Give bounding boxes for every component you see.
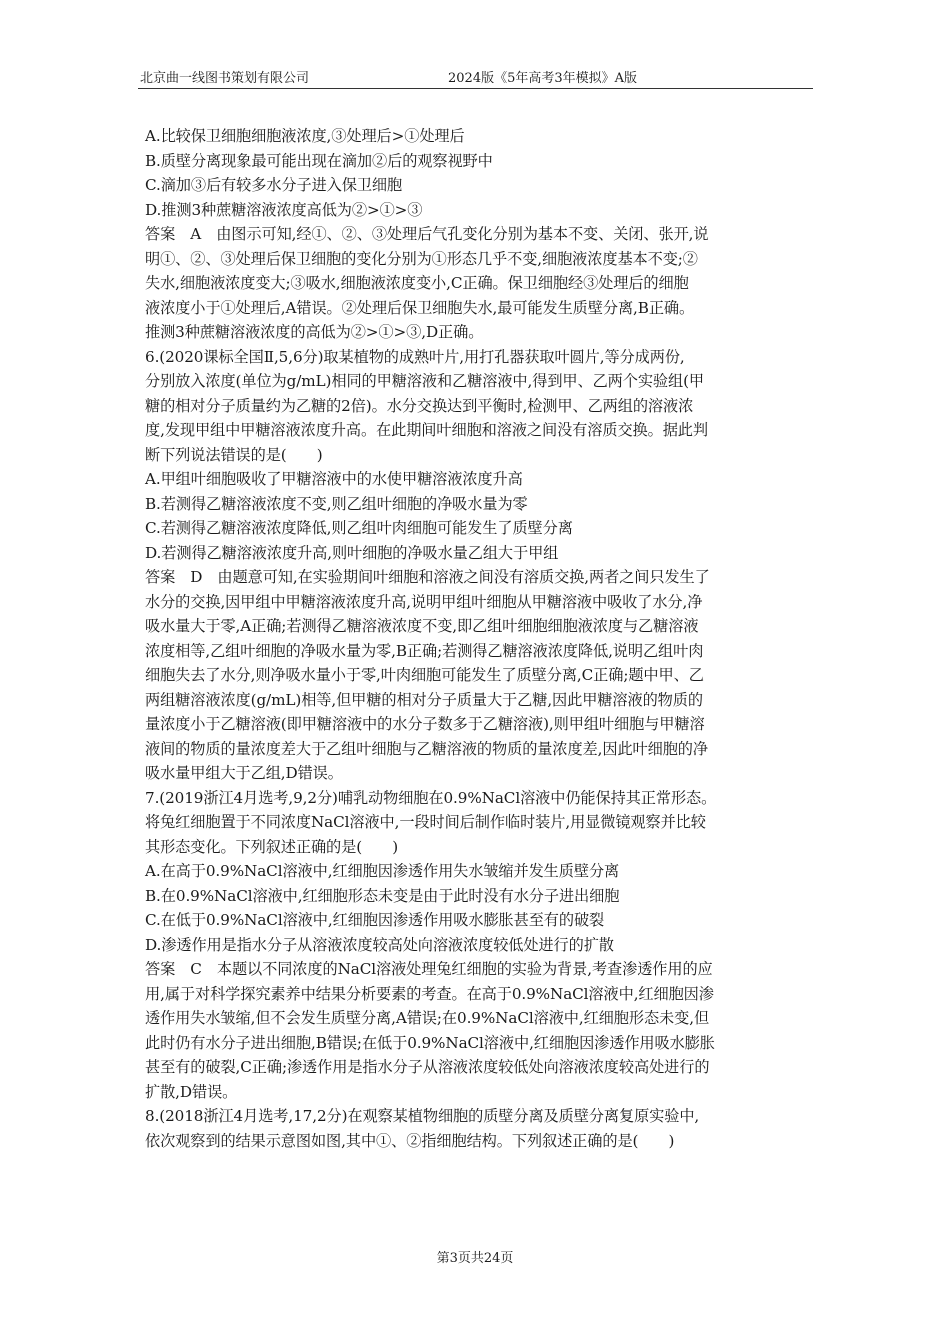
text-line: A.在高于0.9%NaCl溶液中,红细胞因渗透作用失水皱缩并发生质壁分离 (145, 862, 620, 880)
page-number: 第3页共24页 (436, 1251, 514, 1266)
page-header (138, 64, 813, 89)
text-line: 其形态变化。下列叙述正确的是( ) (145, 837, 399, 856)
text-line: 7.(2019浙江4月选考,9,2分)哺乳动物细胞在0.9%NaCl溶液中仍能保持其正常形态。 (145, 788, 717, 807)
text-line: 吸水量甲组大于乙组,D错误。 (145, 764, 343, 782)
text-line: 此时仍有水分子进出细胞,B错误;在低于0.9%NaCl溶液中,红细胞因渗透作用吸水膨胀 (145, 1033, 715, 1052)
text-line: 量浓度小于乙糖溶液(即甲糖溶液中的水分子数多于乙糖溶液),则甲组叶细胞与甲糖溶 (145, 715, 705, 733)
edition-title: 2024版《5年高考3年模拟》A版 (448, 71, 638, 86)
text-line: 透作用失水皱缩,但不会发生质壁分离,A错误;在0.9%NaCl溶液中,红细胞形态未变,但 (145, 1009, 710, 1027)
text-line: D.若测得乙糖溶液浓度升高,则叶细胞的净吸水量乙组大于甲组 (145, 543, 559, 562)
text-line: 6.(2020课标全国Ⅱ,5,6分)取某植物的成熟叶片,用打孔器获取叶圆片,等分成两份, (145, 347, 685, 366)
text-line: 水分的交换,因甲组中甲糖溶液浓度升高,说明甲组叶细胞从甲糖溶液中吸收了水分,净 (145, 592, 703, 611)
text-line: 明①、②、③处理后保卫细胞的变化分别为①形态几乎不变,细胞液浓度基本不变;② (145, 249, 698, 268)
text-line: 依次观察到的结果示意图如图,其中①、②指细胞结构。下列叙述正确的是( ) (145, 1131, 675, 1150)
publisher-name: 北京曲一线图书策划有限公司 (140, 71, 310, 86)
text-line: A.比较保卫细胞细胞液浓度,③处理后>①处理后 (145, 127, 465, 145)
text-line: 用,属于对科学探究素养中结果分析要素的考查。在高于0.9%NaCl溶液中,红细胞因渗 (145, 984, 714, 1003)
text-line: B.若测得乙糖溶液浓度不变,则乙组叶细胞的净吸水量为零 (145, 494, 528, 513)
text-line: C.滴加③后有较多水分子进入保卫细胞 (145, 176, 403, 194)
text-line: 扩散,D错误。 (145, 1082, 238, 1101)
text-line: 液浓度小于①处理后,A错误。②处理后保卫细胞失水,最可能发生质壁分离,B正确。 (145, 298, 695, 317)
text-line: 两组糖溶液浓度(g/mL)相等,但甲糖的相对分子质量大于乙糖,因此甲糖溶液的物质的 (145, 690, 703, 709)
text-line: 度,发现甲组中甲糖溶液浓度升高。在此期间叶细胞和溶液之间没有溶质交换。据此判 (145, 421, 708, 439)
page-footer (0, 1247, 950, 1266)
text-line: 将兔红细胞置于不同浓度NaCl溶液中,一段时间后制作临时装片,用显微镜观察并比较 (145, 813, 706, 831)
text-line: 答案 D 由题意可知,在实验期间叶细胞和溶液之间没有溶质交换,两者之间只发生了 (145, 568, 710, 586)
text-line: 甚至有的破裂,C正确;渗透作用是指水分子从溶液浓度较低处向溶液浓度较高处进行的 (145, 1058, 710, 1076)
text-line: 失水,细胞液浓度变大;③吸水,细胞液浓度变小,C正确。保卫细胞经③处理后的细胞 (145, 274, 689, 292)
document-body (145, 124, 813, 1153)
text-line: 分别放入浓度(单位为g/mL)相同的甲糖溶液和乙糖溶液中,得到甲、乙两个实验组(甲 (145, 372, 705, 390)
text-line: 液间的物质的量浓度差大于乙组叶细胞与乙糖溶液的物质的量浓度差,因此叶细胞的净 (145, 739, 708, 758)
text-line: D.推测3种蔗糖溶液浓度高低为②>①>③ (145, 200, 423, 219)
text-line: 推测3种蔗糖溶液浓度的高低为②>①>③,D正确。 (145, 323, 484, 341)
text-line: A.甲组叶细胞吸收了甲糖溶液中的水使甲糖溶液浓度升高 (145, 470, 523, 488)
text-line: B.质壁分离现象最可能出现在滴加②后的观察视野中 (145, 151, 493, 170)
text-line: 断下列说法错误的是( ) (145, 445, 323, 464)
text-line: 吸水量大于零,A正确;若测得乙糖溶液浓度不变,即乙组叶细胞细胞液浓度与乙糖溶液 (145, 617, 699, 635)
text-line: 糖的相对分子质量约为乙糖的2倍)。水分交换达到平衡时,检测甲、乙两组的溶液浓 (145, 396, 694, 415)
text-line: 答案 C 本题以不同浓度的NaCl溶液处理兔红细胞的实验为背景,考查渗透作用的应 (145, 960, 713, 978)
text-line: D.渗透作用是指水分子从溶液浓度较高处向溶液浓度较低处进行的扩散 (145, 935, 614, 954)
text-line: C.若测得乙糖溶液浓度降低,则乙组叶肉细胞可能发生了质壁分离 (145, 519, 573, 537)
text-line: C.在低于0.9%NaCl溶液中,红细胞因渗透作用吸水膨胀甚至有的破裂 (145, 911, 605, 929)
text-line: B.在0.9%NaCl溶液中,红细胞形态未变是由于此时没有水分子进出细胞 (145, 886, 620, 905)
text-line: 8.(2018浙江4月选考,17,2分)在观察某植物细胞的质壁分离及质壁分离复原实验中, (145, 1107, 700, 1125)
text-line: 细胞失去了水分,则净吸水量小于零,叶肉细胞可能发生了质壁分离,C正确;题中甲、乙 (145, 666, 704, 684)
text-line: 答案 A 由图示可知,经①、②、③处理后气孔变化分别为基本不变、关闭、张开,说 (145, 225, 709, 243)
text-line: 浓度相等,乙组叶细胞的净吸水量为零,B正确;若测得乙糖溶液浓度降低,说明乙组叶肉 (145, 641, 704, 660)
